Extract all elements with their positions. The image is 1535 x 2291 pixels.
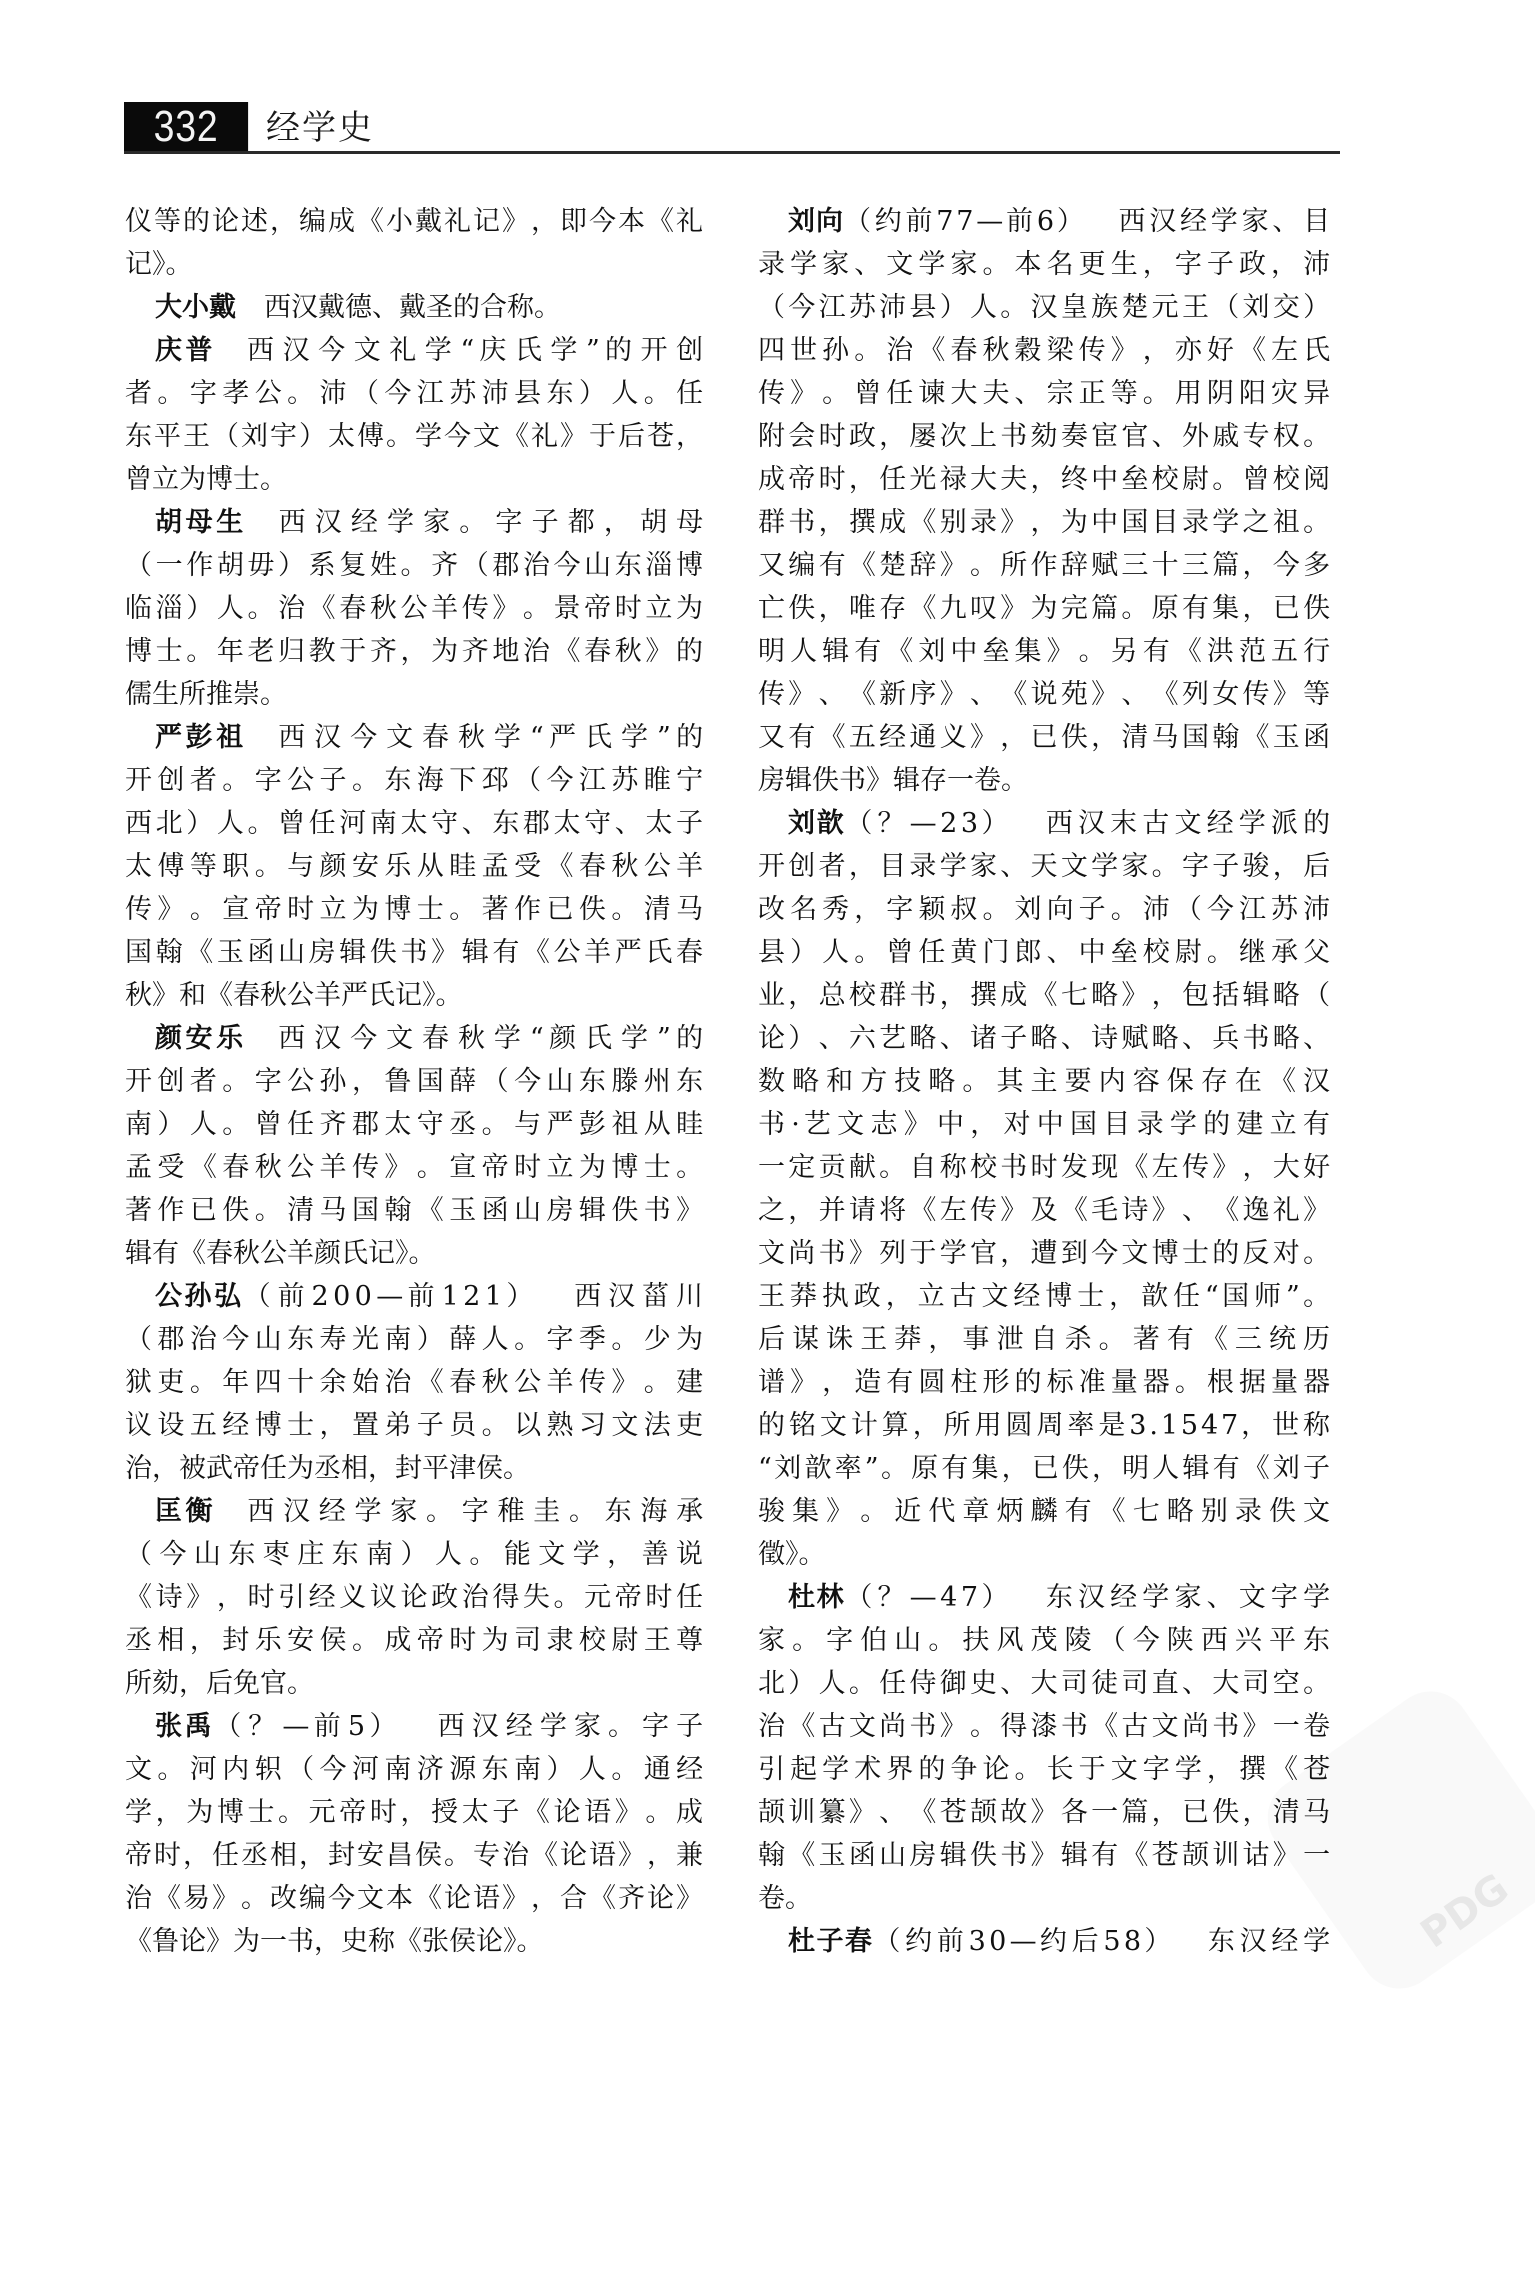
text-line (758, 1834, 1330, 1877)
text-line (125, 544, 703, 587)
line-text: （ 一 作 胡 毋 ） 系 复 姓 。 齐 （ 郡 治 今 山 东 淄 博 (125, 550, 703, 581)
text-line (125, 1920, 703, 1963)
text-line (758, 1447, 1330, 1490)
text-line (125, 931, 703, 974)
text-line (125, 1834, 703, 1877)
entry-first-line (125, 286, 703, 329)
entry-headword: 匡衡 (155, 1496, 216, 1527)
text-line (758, 1748, 1330, 1791)
entry-first-line (125, 501, 703, 544)
line-text: 著 作 已 佚 。 清 马 国 翰 《 玉 函 山 房 辑 佚 书 》 (125, 1195, 703, 1226)
text-line (758, 415, 1330, 458)
line-text: 辑有《春秋公羊颜氏记》。 (125, 1238, 436, 1269)
text-line (758, 1189, 1330, 1232)
entry-headword: 刘向 (788, 206, 844, 237)
line-text: 开 创 者 。 字 公 子 。 东 海 下 邳 （ 今 江 苏 睢 宁 (125, 765, 703, 796)
text-line (758, 845, 1330, 888)
text-line (125, 845, 703, 888)
entry-headword: 公孙弘 (155, 1281, 244, 1312)
line-text: 西 汉 今 文 礼 学 “ 庆 氏 学 ” 的 开 创 (243, 335, 703, 366)
line-text: 传 》 、 《 新 序 》 、 《 说 苑 》 、 《 列 女 传 》 等 (758, 679, 1330, 710)
line-text: 帝 时 ， 任 丞 相 ， 封 安 昌 侯 。 专 治 《 论 语 》 ， 兼 (125, 1840, 703, 1871)
text-line (758, 1318, 1330, 1361)
line-text: 群 书 ， 撰 成 《 别 录 》 ， 为 中 国 目 录 学 之 祖 。 (758, 507, 1330, 538)
entry-first-line (125, 329, 703, 372)
text-line (758, 1791, 1330, 1834)
text-line (758, 716, 1330, 759)
text-line (758, 1146, 1330, 1189)
text-line (125, 587, 703, 630)
text-line (758, 1619, 1330, 1662)
line-text: （ ？ — 4 7 ） 东 汉 经 学 家 、 文 字 学 (845, 1582, 1330, 1613)
line-text: 南 ） 人 。 曾 任 齐 郡 太 守 丞 。 与 严 彭 祖 从 眭 (125, 1109, 703, 1140)
entry-headword: 张禹 (155, 1711, 215, 1742)
text-line (125, 372, 703, 415)
line-text: （ 前 2 0 0 — 前 1 2 1 ） 西 汉 菑 川 (243, 1281, 703, 1312)
entry-headword: 胡母生 (155, 507, 247, 538)
text-line (758, 1404, 1330, 1447)
line-text: 太 傅 等 职 。 与 颜 安 乐 从 眭 孟 受 《 春 秋 公 羊 (125, 851, 703, 882)
line-text: 西 汉 今 文 春 秋 学 “ 严 氏 学 ” 的 (274, 722, 703, 753)
line-text: （ 今 山 东 枣 庄 东 南 ） 人 。 能 文 学 ， 善 说 (125, 1539, 703, 1570)
text-line (125, 1748, 703, 1791)
line-text: 西 汉 经 学 家 。 字 稚 圭 。 东 海 承 (243, 1496, 703, 1527)
entry-headword: 杜林 (788, 1582, 846, 1613)
text-line (758, 587, 1330, 630)
text-line (125, 673, 703, 716)
text-line (125, 1662, 703, 1705)
entry-first-line (125, 716, 703, 759)
line-text: 《 诗 》 ， 时 引 经 义 议 论 政 治 得 失 。 元 帝 时 任 (125, 1582, 703, 1613)
text-line (758, 1275, 1330, 1318)
text-line (125, 1060, 703, 1103)
text-line (125, 630, 703, 673)
line-text: 书 · 艺 文 志 》 中 ， 对 中 国 目 录 学 的 建 立 有 (758, 1109, 1330, 1140)
text-line (758, 1533, 1330, 1576)
text-line (125, 888, 703, 931)
text-line (125, 1232, 703, 1275)
text-line (758, 974, 1330, 1017)
line-text: （ 郡 治 今 山 东 寿 光 南 ） 薛 人 。 字 季 。 少 为 (125, 1324, 703, 1355)
line-text: 家 。 字 伯 山 。 扶 风 茂 陵 （ 今 陕 西 兴 平 东 (758, 1625, 1330, 1656)
text-line (125, 1318, 703, 1361)
line-text: 县 ） 人 。 曾 任 黄 门 郎 、 中 垒 校 尉 。 继 承 父 (758, 937, 1330, 968)
text-line (758, 501, 1330, 544)
text-line (125, 200, 703, 243)
text-line (758, 931, 1330, 974)
text-line (125, 1361, 703, 1404)
text-line (125, 1103, 703, 1146)
line-text: 骏 集 》 。 近 代 章 炳 麟 有 《 七 略 别 录 佚 文 (758, 1496, 1330, 1527)
line-text: 狱 吏 。 年 四 十 余 始 治 《 春 秋 公 羊 传 》 。 建 (125, 1367, 703, 1398)
entry-first-line (125, 1490, 703, 1533)
line-text: 附 会 时 政 ， 屡 次 上 书 劾 奏 宦 官 、 外 戚 专 权 。 (758, 421, 1330, 452)
line-text: 引 起 学 术 界 的 争 论 。 长 于 文 字 学 ， 撰 《 苍 (758, 1754, 1330, 1785)
line-text: 西 汉 经 学 家 。 字 子 都 ， 胡 母 (274, 507, 703, 538)
line-text: 开 创 者 。 字 公 孙 ， 鲁 国 薛 （ 今 山 东 滕 州 东 (125, 1066, 703, 1097)
page-header (124, 102, 1340, 154)
line-text: 谱 》 ， 造 有 圆 柱 形 的 标 准 量 器 。 根 据 量 器 (758, 1367, 1330, 1398)
text-line (758, 544, 1330, 587)
text-line (758, 243, 1330, 286)
line-text: 王 莽 执 政 ， 立 古 文 经 博 士 ， 歆 任 “ 国 师 ” 。 (758, 1281, 1330, 1312)
entry-first-line (125, 1275, 703, 1318)
text-line (125, 415, 703, 458)
text-line (125, 974, 703, 1017)
line-text: 治 《 易 》 。 改 编 今 文 本 《 论 语 》 ， 合 《 齐 论 》 (125, 1883, 703, 1914)
running-title: 经学史 (266, 108, 374, 148)
text-line (125, 759, 703, 802)
entry-headword: 杜子春 (788, 1926, 874, 1957)
watermark-logo: PDG (1252, 1676, 1535, 2005)
header-rule (124, 151, 1340, 154)
line-text: 明 人 辑 有 《 刘 中 垒 集 》 。 另 有 《 洪 范 五 行 (758, 636, 1330, 667)
line-text: （ 今 江 苏 沛 县 ） 人 。 汉 皇 族 楚 元 王 （ 刘 交 ） (758, 292, 1330, 323)
entry-first-line (758, 200, 1330, 243)
entry-first-line (125, 1705, 703, 1748)
line-text: 后 谋 诛 王 莽 ， 事 泄 自 杀 。 著 有 《 三 统 历 (758, 1324, 1330, 1355)
text-line (758, 329, 1330, 372)
right-column (758, 200, 1330, 1963)
text-line (758, 1232, 1330, 1275)
line-text: 临 淄 ） 人 。 治 《 春 秋 公 羊 传 》 。 景 帝 时 立 为 (125, 593, 703, 624)
entry-first-line (758, 802, 1330, 845)
line-text: 四 世 孙 。 治 《 春 秋 穀 梁 传 》 ， 亦 好 《 左 氏 (758, 335, 1330, 366)
line-text: 曾立为博士。 (125, 464, 287, 495)
line-text: 之 ， 并 请 将 《 左 传 》 及 《 毛 诗 》 、 《 逸 礼 》 (758, 1195, 1330, 1226)
line-text: 西汉戴德、戴圣的合称。 (264, 292, 561, 323)
line-text: 的 铭 文 计 算 ， 所 用 圆 周 率 是 3 . 1 5 4 7 ， 世 称 (758, 1410, 1330, 1441)
line-text: 孟 受 《 春 秋 公 羊 传 》 。 宣 帝 时 立 为 博 士 。 (125, 1152, 703, 1183)
line-text: 业 ， 总 校 群 书 ， 撰 成 《 七 略 》 ， 包 括 辑 略 （ (758, 980, 1330, 1011)
line-text: 国 翰 《 玉 函 山 房 辑 佚 书 》 辑 有 《 公 羊 严 氏 春 (125, 937, 703, 968)
text-line (758, 1705, 1330, 1748)
text-line (125, 1533, 703, 1576)
line-text: 又 有 《 五 经 通 义 》 ， 已 佚 ， 清 马 国 翰 《 玉 函 (758, 722, 1330, 753)
text-line (125, 1576, 703, 1619)
entry-first-line (758, 1920, 1330, 1963)
text-line (758, 1103, 1330, 1146)
line-text: （ 约 前 7 7 — 前 6 ） 西 汉 经 学 家 、 目 (843, 206, 1330, 237)
left-column (125, 200, 703, 1963)
text-line (758, 1877, 1330, 1920)
line-text: 西 北 ） 人 。 曾 任 河 南 太 守 、 东 郡 太 守 、 太 子 (125, 808, 703, 839)
text-line (125, 1189, 703, 1232)
line-text: 所劾，后免官。 (125, 1668, 314, 1699)
line-text: 改 名 秀 ， 字 颖 叔 。 刘 向 子 。 沛 （ 今 江 苏 沛 (758, 894, 1330, 925)
line-text: 秋》和《春秋公羊严氏记》。 (125, 980, 463, 1011)
line-text: 徵》。 (758, 1539, 826, 1570)
text-line (758, 1017, 1330, 1060)
entry-first-line (758, 1576, 1330, 1619)
line-text: 治 《 古 文 尚 书 》 。 得 漆 书 《 古 文 尚 书 》 一 卷 (758, 1711, 1330, 1742)
line-text: 丞 相 ， 封 乐 安 侯 。 成 帝 时 为 司 隶 校 尉 王 尊 (125, 1625, 703, 1656)
text-line (125, 458, 703, 501)
line-text: 西 汉 今 文 春 秋 学 “ 颜 氏 学 ” 的 (274, 1023, 703, 1054)
text-line (758, 458, 1330, 501)
text-line (758, 888, 1330, 931)
text-line (125, 802, 703, 845)
entry-headword: 刘歆 (788, 808, 846, 839)
text-line (758, 372, 1330, 415)
text-line (758, 630, 1330, 673)
text-line (758, 286, 1330, 329)
line-text: 文 。 河 内 轵 （ 今 河 南 济 源 东 南 ） 人 。 通 经 (125, 1754, 703, 1785)
entry-headword: 庆普 (155, 335, 216, 366)
line-text: 者 。 字 孝 公 。 沛 （ 今 江 苏 沛 县 东 ） 人 。 任 (125, 378, 703, 409)
text-line (125, 1877, 703, 1920)
line-text: 议 设 五 经 博 士 ， 置 弟 子 员 。 以 熟 习 文 法 吏 (125, 1410, 703, 1441)
entry-first-line (125, 1017, 703, 1060)
text-line (758, 759, 1330, 802)
text-line (758, 1490, 1330, 1533)
line-text: 儒生所推崇。 (125, 679, 287, 710)
line-text: 《鲁论》为一书，史称《张侯论》。 (125, 1926, 544, 1957)
line-text: （ ？ — 前 5 ） 西 汉 经 学 家 。 字 子 (214, 1711, 703, 1742)
line-text: 论 ） 、 六 艺 略 、 诸 子 略 、 诗 赋 略 、 兵 书 略 、 (758, 1023, 1330, 1054)
line-text: 传 》 。 宣 帝 时 立 为 博 士 。 著 作 已 佚 。 清 马 (125, 894, 703, 925)
line-text: 学 ， 为 博 士 。 元 帝 时 ， 授 太 子 《 论 语 》 。 成 (125, 1797, 703, 1828)
line-text: 翰 《 玉 函 山 房 辑 佚 书 》 辑 有 《 苍 颉 训 诂 》 一 (758, 1840, 1330, 1871)
line-text: 文 尚 书 》 列 于 学 官 ， 遭 到 今 文 博 士 的 反 对 。 (758, 1238, 1330, 1269)
text-line (758, 673, 1330, 716)
line-text: 一 定 贡 献 。 自 称 校 书 时 发 现 《 左 传 》 ， 大 好 (758, 1152, 1330, 1183)
line-text: 数 略 和 方 技 略 。 其 主 要 内 容 保 存 在 《 汉 (758, 1066, 1330, 1097)
line-text: 又 编 有 《 楚 辞 》 。 所 作 辞 赋 三 十 三 篇 ， 今 多 (758, 550, 1330, 581)
text-line (125, 1619, 703, 1662)
line-text: 颉 训 纂 》 、 《 苍 颉 故 》 各 一 篇 ， 已 佚 ， 清 马 (758, 1797, 1330, 1828)
text-line (125, 1791, 703, 1834)
page-number: 332 (124, 102, 248, 152)
line-text: 成 帝 时 ， 任 光 禄 大 夫 ， 终 中 垒 校 尉 。 曾 校 阅 (758, 464, 1330, 495)
line-text: 房辑佚书》辑存一卷。 (758, 765, 1028, 796)
text-line (125, 1404, 703, 1447)
line-text: 东 平 王 （ 刘 宇 ） 太 傅 。 学 今 文 《 礼 》 于 后 苍 ， (125, 421, 703, 452)
line-text: 仪 等 的 论 述 ， 编 成 《 小 戴 礼 记 》 ， 即 今 本 《 礼 (125, 206, 703, 237)
text-line (758, 1060, 1330, 1103)
line-text: （ 约 前 3 0 — 约 后 5 8 ） 东 汉 经 学 (873, 1926, 1330, 1957)
line-text: “ 刘 歆 率 ” 。 原 有 集 ， 已 佚 ， 明 人 辑 有 《 刘 子 (758, 1453, 1330, 1484)
line-text: 记》。 (125, 249, 193, 280)
line-text: 博 士 。 年 老 归 教 于 齐 ， 为 齐 地 治 《 春 秋 》 的 (125, 636, 703, 667)
line-text: 传 》 。 曾 任 谏 大 夫 、 宗 正 等 。 用 阴 阳 灾 异 (758, 378, 1330, 409)
line-text: 开 创 者 ， 目 录 学 家 、 天 文 学 家 。 字 子 骏 ， 后 (758, 851, 1330, 882)
text-line (125, 1447, 703, 1490)
line-text: 北 ） 人 。 任 侍 御 史 、 大 司 徒 司 直 、 大 司 空 。 (758, 1668, 1330, 1699)
line-text: 卷。 (758, 1883, 812, 1914)
line-text: 录 学 家 、 文 学 家 。 本 名 更 生 ， 字 子 政 ， 沛 (758, 249, 1330, 280)
text-line (758, 1361, 1330, 1404)
entry-headword: 严彭祖 (155, 722, 247, 753)
line-text: 治，被武帝任为丞相，封平津侯。 (125, 1453, 530, 1484)
entry-headword: 颜安乐 (155, 1023, 247, 1054)
text-line (758, 1662, 1330, 1705)
text-line (125, 1146, 703, 1189)
line-text: （ ？ — 2 3 ） 西 汉 末 古 文 经 学 派 的 (845, 808, 1330, 839)
line-text: 亡 佚 ， 唯 存 《 九 叹 》 为 完 篇 。 原 有 集 ， 已 佚 (758, 593, 1330, 624)
entry-headword: 大小戴 (155, 292, 236, 323)
text-line (125, 243, 703, 286)
